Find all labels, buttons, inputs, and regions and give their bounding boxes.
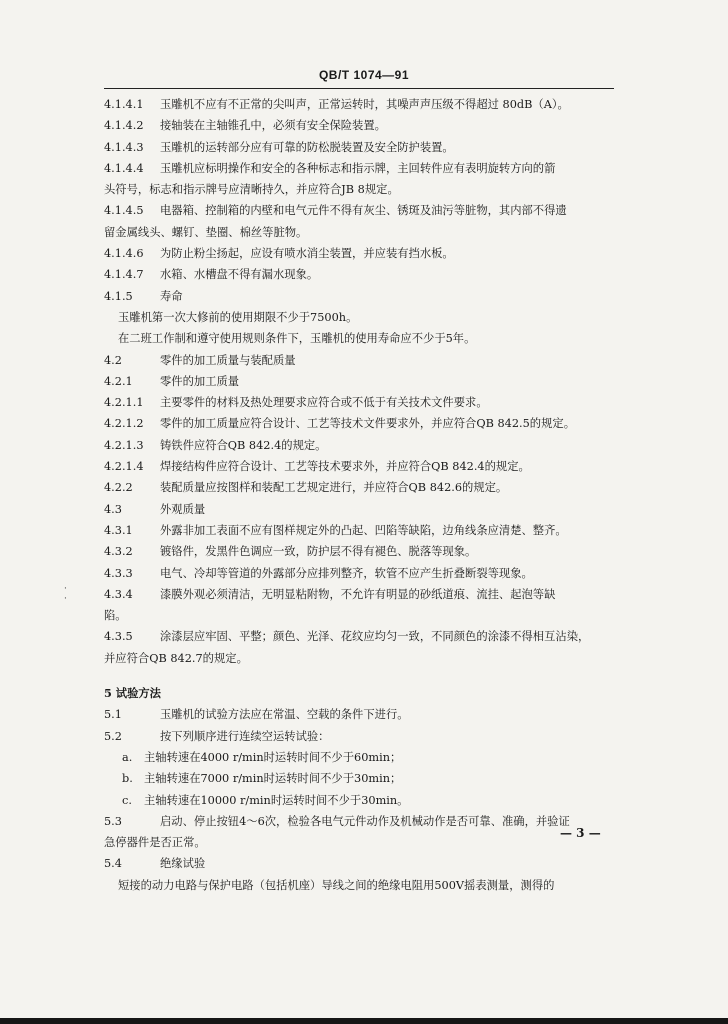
- clause-text: 主轴转速在7000 r/min时运转时间不少于30min；: [144, 772, 402, 786]
- clause-text: 并应符合QB 842.7的规定。: [104, 651, 248, 665]
- text-line: [104, 456, 614, 477]
- clause-number: 4.3: [104, 502, 122, 516]
- document-body: [104, 94, 614, 896]
- clause-number: 4.3.4: [104, 587, 133, 601]
- clause-number: 4.1.5: [104, 289, 133, 303]
- text-line: [104, 832, 614, 853]
- clause-number: 4.3.3: [104, 566, 133, 580]
- clause-number: b.: [122, 772, 133, 786]
- clause-text: 主轴转速在10000 r/min时运转时间不少于30min。: [144, 793, 409, 807]
- clause-number: 4.1.4.4: [104, 161, 144, 175]
- text-line: [104, 563, 614, 584]
- clause-text: 寿命: [160, 289, 183, 303]
- clause-text: 留金属线头、螺钉、垫圈、棉丝等脏物。: [104, 225, 308, 239]
- text-line: [104, 115, 614, 136]
- clause-text: 玉雕机的运转部分应有可靠的防松脱装置及安全防护装置。: [160, 140, 454, 154]
- text-line: [104, 875, 614, 896]
- clause-number: 4.3.5: [104, 630, 133, 644]
- clause-number: 4.3.1: [104, 523, 133, 537]
- clause-text: 电器箱、控制箱的内壁和电气元件不得有灰尘、锈斑及油污等脏物，其内部不得遗: [160, 204, 567, 218]
- text-line: [104, 790, 614, 811]
- scan-edge: [0, 1018, 728, 1024]
- text-line: [104, 626, 614, 647]
- text-line: [104, 94, 614, 115]
- clause-text: 外露非加工表面不应有图样规定外的凸起、凹陷等缺陷，边角线条应清楚、整齐。: [160, 523, 567, 537]
- text-line: [104, 477, 614, 498]
- text-line: [104, 853, 614, 874]
- clause-number: 4.1.4.5: [104, 204, 144, 218]
- text-line: [104, 137, 614, 158]
- clause-text: 玉雕机第一次大修前的使用期限不少于7500h。: [118, 310, 358, 324]
- clause-number: c.: [122, 793, 132, 807]
- clause-number: 5.1: [104, 708, 122, 722]
- text-line: [104, 704, 614, 725]
- page-number: — 3 —: [560, 826, 601, 840]
- clause-number: 4.2.1: [104, 374, 133, 388]
- clause-number: 4.3.2: [104, 545, 133, 559]
- clause-text: 零件的加工质量应符合设计、工艺等技术文件要求外，并应符合QB 842.5的规定。: [160, 417, 575, 431]
- clause-text: 主轴转速在4000 r/min时运转时间不少于60min；: [144, 750, 402, 764]
- text-line: [104, 811, 614, 832]
- clause-number: 4.2.1.2: [104, 417, 144, 431]
- clause-text: 焊接结构件应符合设计、工艺等技术要求外，并应符合QB 842.4的规定。: [160, 460, 530, 474]
- text-line: [104, 413, 614, 434]
- text-line: [104, 726, 614, 747]
- clause-text: 零件的加工质量与装配质量: [160, 353, 296, 367]
- text-line: [104, 307, 614, 328]
- text-line: [104, 520, 614, 541]
- clause-text: 铸铁件应符合QB 842.4的规定。: [160, 438, 327, 452]
- clause-text: 主要零件的材料及热处理要求应符合或不低于有关技术文件要求。: [160, 396, 488, 410]
- clause-text: 镀铬件，发黑件色调应一致，防护层不得有褪色、脱落等现象。: [160, 545, 477, 559]
- text-line: [104, 243, 614, 264]
- clause-text: 零件的加工质量: [160, 374, 240, 388]
- text-line: [104, 435, 614, 456]
- clause-number: 5.4: [104, 857, 122, 871]
- text-line: [104, 747, 614, 768]
- clause-text: 按下列顺序进行连续空运转试验：: [160, 729, 330, 743]
- clause-number: 4.2.1.3: [104, 438, 144, 452]
- clause-text: 为防止粉尘扬起，应设有喷水消尘装置，并应装有挡水板。: [160, 247, 454, 261]
- text-line: [104, 392, 614, 413]
- clause-number: 4.2.1.1: [104, 396, 144, 410]
- text-line: [104, 179, 614, 200]
- clause-text: 涂漆层应牢固、平整；颜色、光泽、花纹应均匀一致，不同颜色的涂漆不得相互沾染，: [160, 630, 590, 644]
- clause-number: a.: [122, 750, 133, 764]
- clause-text: 玉雕机的试验方法应在常温、空载的条件下进行。: [160, 708, 409, 722]
- clause-number: 4.1.4.1: [104, 98, 144, 111]
- clause-text: 在二班工作制和遵守使用规则条件下，玉雕机的使用寿命应不少于5年。: [118, 332, 476, 346]
- clause-number: 4.1.4.6: [104, 247, 144, 261]
- clause-text: 短接的动力电路与保护电路（包括机座）导线之间的绝缘电阻用500V摇表测量，测得的: [118, 878, 555, 892]
- clause-number: 4.2.1.4: [104, 460, 144, 474]
- text-line: [104, 158, 614, 179]
- clause-text: 头符号，标志和指示牌号应清晰持久，并应符合JB 8规定。: [104, 183, 399, 197]
- clause-number: 5.3: [104, 814, 122, 828]
- text-line: [104, 605, 614, 626]
- clause-number: 4.2.2: [104, 481, 133, 495]
- clause-text: 外观质量: [160, 502, 206, 516]
- scan-mark: · ·: [64, 584, 67, 604]
- text-line: [104, 264, 614, 285]
- clause-text: 急停器件是否正常。: [104, 836, 206, 850]
- text-line: [104, 648, 614, 669]
- text-line: [104, 350, 614, 371]
- text-line: [104, 222, 614, 243]
- standard-code: QB/T 1074—91: [318, 68, 410, 82]
- clause-text: 陷。: [104, 609, 127, 623]
- text-line: [104, 200, 614, 221]
- clause-text: 玉雕机不应有不正常的尖叫声，正常运转时，其噪声声压级不得超过 80dB（A）。: [160, 98, 569, 111]
- text-line: [104, 286, 614, 307]
- clause-text: 绝缘试验: [160, 857, 206, 871]
- text-line: [104, 541, 614, 562]
- clause-text: 漆膜外观必须清洁，无明显粘附物，不允许有明显的砂纸道痕、流挂、起泡等缺: [160, 587, 556, 601]
- clause-number: 4.1.4.7: [104, 268, 144, 282]
- clause-text: 玉雕机应标明操作和安全的各种标志和指示牌，主回转件应有表明旋转方向的箭: [160, 161, 556, 175]
- clause-number: 4.2: [104, 353, 122, 367]
- clause-number: 5.2: [104, 729, 122, 743]
- section-heading: 5 试验方法: [104, 686, 161, 701]
- clause-text: 接轴装在主轴锥孔中，必须有安全保险装置。: [160, 119, 386, 133]
- text-line: [104, 499, 614, 520]
- clause-number: 4.1.4.2: [104, 119, 144, 133]
- header-rule: [104, 88, 614, 89]
- text-line: [104, 371, 614, 392]
- clause-number: 4.1.4.3: [104, 140, 144, 154]
- clause-text: 启动、停止按钮4～6次，检验各电气元件动作及机械动作是否可靠、准确，并验证: [160, 814, 570, 828]
- clause-text: 水箱、水槽盘不得有漏水现象。: [160, 268, 319, 282]
- text-line: [104, 328, 614, 349]
- clause-text: 电气、冷却等管道的外露部分应排列整齐，软管不应产生折叠断裂等现象。: [160, 566, 533, 580]
- text-line: [104, 768, 614, 789]
- clause-text: 装配质量应按图样和装配工艺规定进行，并应符合QB 842.6的规定。: [160, 481, 508, 495]
- text-line: [104, 584, 614, 605]
